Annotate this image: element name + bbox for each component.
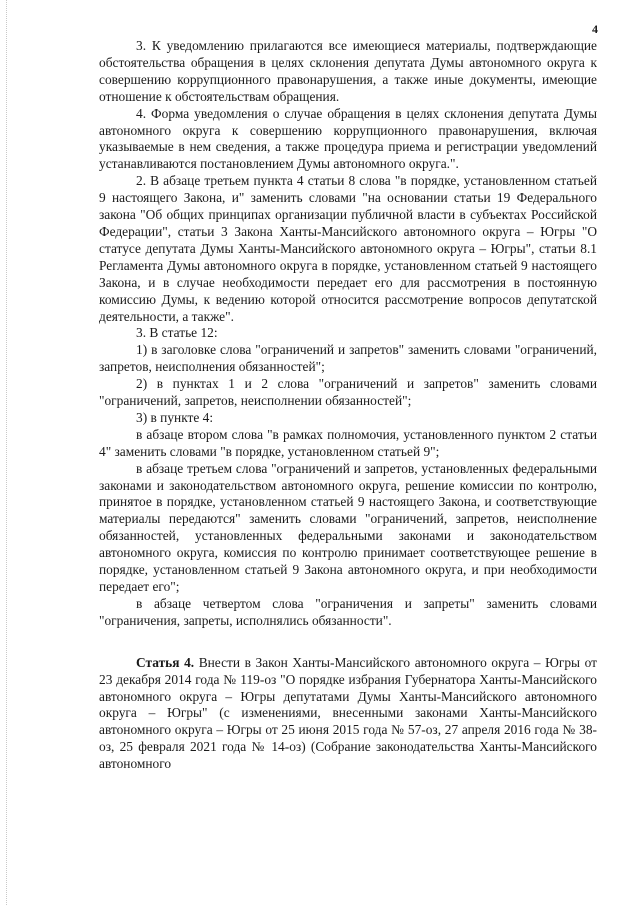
paragraph-fourth-abzac: в абзаце четвертом слова "ограничения и запреты" заменить словами "ограничения, запреты, исполнялись обязанности". xyxy=(99,595,597,628)
paragraph-subitem-2: 2) в пунктах 1 и 2 слова "ограничений и запретов" заменить словами "ограничений, запретов, неисполнении обязанностей"; xyxy=(99,376,597,409)
paragraph-amendment-2: 2. В абзаце третьем пункта 4 статьи 8 слова "в порядке, установленном статьей 9 настоящего Закона, и" заменить словами "на основании статьи 19 Федерального закона "Об общих принципах организации публичной власти в субъектах Российской Федерации", статьи 3 Закона Ханты-Мансийского автономного округа – Югры "О статусе депутата Думы Ханты-Мансийского автономного округа – Югры", статьи 8.1 Регламента Думы автономного округа в порядке, установленном статьей 9 настоящего Закона, и в случае необходимости передает его для рассмотрения в постоянную комиссию Думы, к ведению которой относится рассмотрение вопросов депутатской деятельности, а также". xyxy=(99,173,597,324)
article-4-paragraph xyxy=(99,655,597,773)
article-4-text: Внести в Закон Ханты-Мансийского автономного округа – Югры от 23 декабря 2014 года № 119-оз "О порядке избрания Губернатора Ханты-Мансийского автономного округа – Югры депутатами Думы Ханты-Мансийского автономного округа – Югры" (с изменениями, внесенными законами Ханты-Мансийского автономного округа – Югры от 25 июня 2015 года № 57-оз, 27 апреля 2016 года № 38-оз, 25 февраля 2021 года № 14-оз) (Собрание законодательства Ханты-Мансийского автономного xyxy=(99,654,597,772)
page-number: 4 xyxy=(592,22,598,36)
binding-edge-line xyxy=(6,0,8,905)
paragraph-second-abzac: в абзаце втором слова "в рамках полномочия, установленного пунктом 2 статьи 4" заменить словами "в порядке, установленном статьей 9"; xyxy=(99,426,597,459)
paragraph-third-abzac: в абзаце третьем слова "ограничений и запретов, установленных федеральными законами и законодательством автономного округа, решение комиссии по контролю, принятое в порядке, установленном статьей 9 настоящего Закона, и соответствующие материалы передаются" заменить словами "ограничений, запретов, неисполнение обязанностей, установленных федеральными законами и законодательством автономного округа, комиссия по контролю принимает соответствующее решение в порядке, установленном статьей 9 Закона автономного округа, и при необходимости передает его"; xyxy=(99,460,597,594)
paragraph-subitem-1: 1) в заголовке слова "ограничений и запретов" заменить словами "ограничений, запретов, неисполнения обязанностей"; xyxy=(99,342,597,375)
paragraph-amendment-3-heading: 3. В статье 12: xyxy=(136,325,218,341)
paragraph-spacer xyxy=(99,630,597,655)
paragraph-item-4-notification-form: 4. Форма уведомления о случае обращения в целях склонения депутата Думы автономного округа к совершению коррупционного правонарушения, включая указываемые в нем сведения, а также процедура приема и регистрации уведомлений устанавливаются постановлением Думы автономного округа.". xyxy=(99,105,597,172)
paragraph-subitem-3: 3) в пункте 4: xyxy=(136,409,214,425)
article-4-label: Статья 4. xyxy=(136,654,195,670)
paragraph-item-3-attachments: 3. К уведомлению прилагаются все имеющиеся материалы, подтверждающие обстоятельства обращения в целях склонения депутата Думы автономного округа к совершению коррупционного правонарушения, а также иные документы, имеющие отношение к обстоятельствам обращения. xyxy=(99,38,597,104)
document-body xyxy=(99,38,597,773)
